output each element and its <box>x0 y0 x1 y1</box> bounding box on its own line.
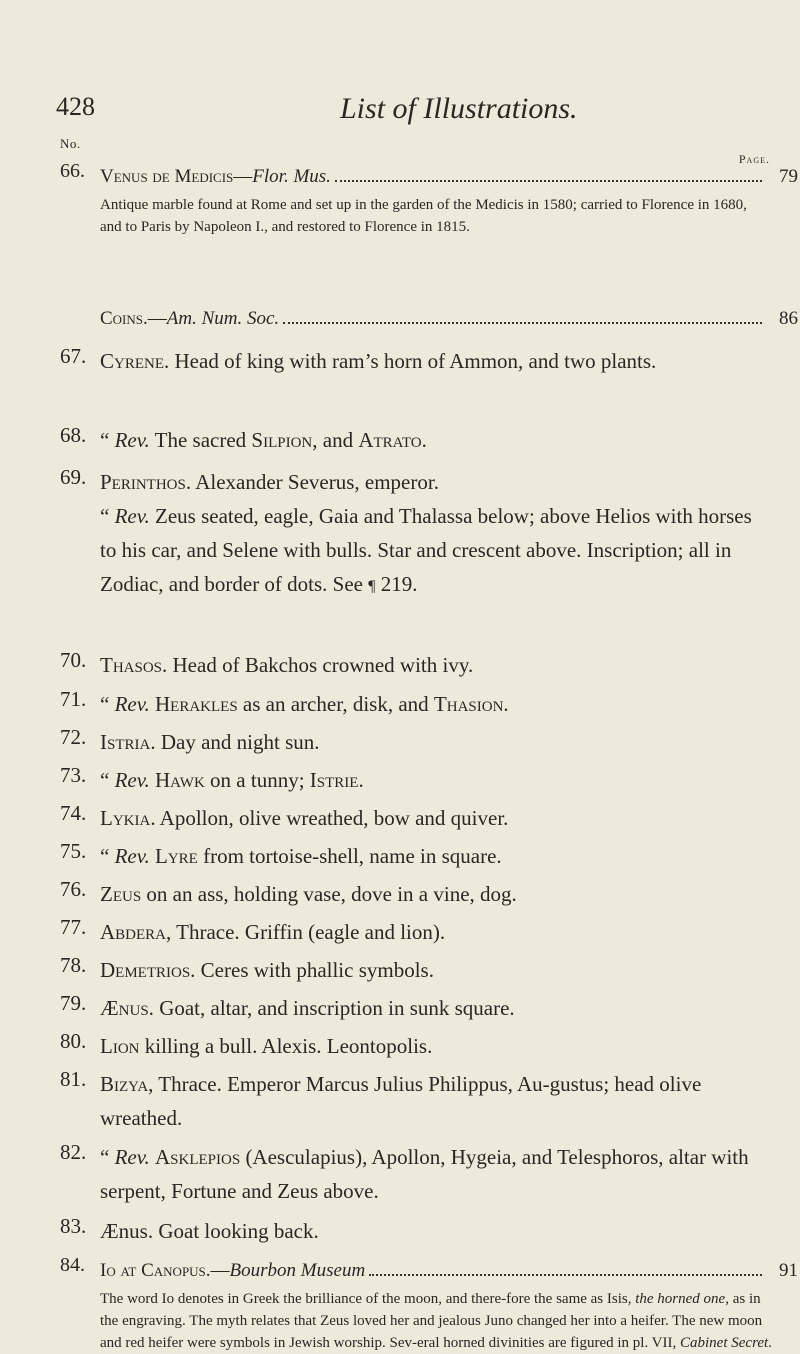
entry-heading: Io at Canopus.—Bourbon Museum 91 <box>100 1254 772 1288</box>
entry-source: Bourbon Museum <box>229 1260 366 1281</box>
book-page: 428 List of Illustrations. No. Page. 66. Venus de Medicis—Flor. Mus. 79 Antique marble found at Rome and set up in the garden of the Medicis in 1580; carried to Florence in 1680, and to Paris by Napoleon I., and restored to Florence in 1815. Coins.—Am. Num. Soc. 86 67. Cyrene. Head of king with ram’s horn of Ammon, and two plants. 68. “ Rev. The sacred Silpion, and Atrato. 69. Perinthos. Alexander Severus, emperor. “ Rev. Zeus seated, eagle, Gaia and Thalassa below; above Helios with horses to his car, and Selene with bulls. Star and crescent above. Inscription; all in Zodiac, and border of dots. See ¶ 219. 70. Thasos. Head of Bakchos crowned with ivy. 71. “ Rev. Herakles as an archer, disk, and Thasion. 72. Istria. Day and night sun. 73. “ Rev. Hawk on a tunny; Istrie. 74. Lykia. Apollon, olive wreathed, bow and quiver. 75. “ Rev. Lyre from tortoise-shell, name in square. 76. Zeus on an ass, holding vase, dove in a vine, dog. 77. Abdera, Thrace. Griffin (eagle and lion). 78. Demetrios. Ceres with phallic symbols. 79. Ænus. Goat, altar, and inscription in sunk square. 80. Lion killing a bull. Alexis. Leontopolis. 81. Bizya, Thrace. Emperor Marcus Julius Philippus, Au-gustus; head olive wreathed. 82. “ Rev. Asklepios (Aesculapius), Apollon, Hygeia, and Telesphoros, altar with serpent, Fortune and Zeus above. 83. Ænus. Goat looking back. 84. Io at Canopus.—Bourbon Museum 91 The word Io denotes in Greek the brilliance of the moon, and there-fore the same as Isis, the horned one, as in the engraving. The myth relates that Zeus loved her and jealous Juno changed her into a heifer. The new moon and red heifer were symbols in Jewish worship. Sev-eral horned divinities are figured in pl. VII, Cabinet Secret. <box>0 0 800 1352</box>
running-title: List of Illustrations. <box>340 92 578 125</box>
entry-source: Am. Num. Soc. <box>166 308 280 329</box>
entry-note: The word Io denotes in Greek the brilliance of the moon, and there-fore the same as Isis, the horned one, as in the engraving. The myth relates that Zeus loved her and jealous Juno changed her into a heifer. The new moon and red heifer were symbols in Jewish worship. Sev-eral horned divinities are figured in pl. VII, Cabinet Secret. <box>100 1291 772 1351</box>
entry-number: 80. <box>60 1029 87 1053</box>
entry-number: 74. <box>60 801 87 825</box>
entry-number: 71. <box>60 687 87 711</box>
entry-number: 68. <box>60 423 87 447</box>
entry-number: 76. <box>60 877 87 901</box>
entry-number: 81. <box>60 1067 87 1091</box>
running-header <box>0 92 800 132</box>
entry-number: 70. <box>60 648 87 672</box>
entry-number: 77. <box>60 915 87 939</box>
pilcrow-icon: ¶ <box>368 578 376 595</box>
page-ref: 86 <box>779 308 798 329</box>
leader-dots <box>335 180 762 182</box>
entry-subject: Io at Canopus <box>100 1260 206 1281</box>
entry-subject: Venus de Medicis <box>100 166 234 187</box>
entry-number: 82. <box>60 1140 87 1164</box>
entry-heading: Venus de Medicis—Flor. Mus. 79 <box>100 160 772 194</box>
entry-number: 73. <box>60 763 87 787</box>
entry-source: Flor. Mus. <box>252 166 331 187</box>
column-label-page: Page. <box>738 152 770 166</box>
entry-heading: Coins.—Am. Num. Soc. 86 <box>100 302 772 336</box>
entry-number: 72. <box>60 725 87 749</box>
entry-number: 83. <box>60 1214 87 1238</box>
entry-number: 78. <box>60 953 87 977</box>
entry-number: 66. <box>60 160 85 182</box>
entry-number: 75. <box>60 839 87 863</box>
leader-dots <box>283 322 762 324</box>
entry-note: Antique marble found at Rome and set up in the garden of the Medicis in 1580; carried to Florence in 1680, and to Paris by Napoleon I., and restored to Florence in 1815. <box>100 197 747 235</box>
entry-number: 79. <box>60 991 87 1015</box>
entry-number: 69. <box>60 465 87 489</box>
column-label-no: No. <box>60 136 81 151</box>
leader-dots <box>369 1274 762 1276</box>
page-ref: 91 <box>779 1260 798 1281</box>
entry-number: 67. <box>60 344 87 368</box>
entry-subject: Coins <box>100 308 144 329</box>
page-number: 428 <box>56 92 95 121</box>
page-ref: 79 <box>779 166 798 187</box>
entry-number: 84. <box>60 1254 85 1276</box>
